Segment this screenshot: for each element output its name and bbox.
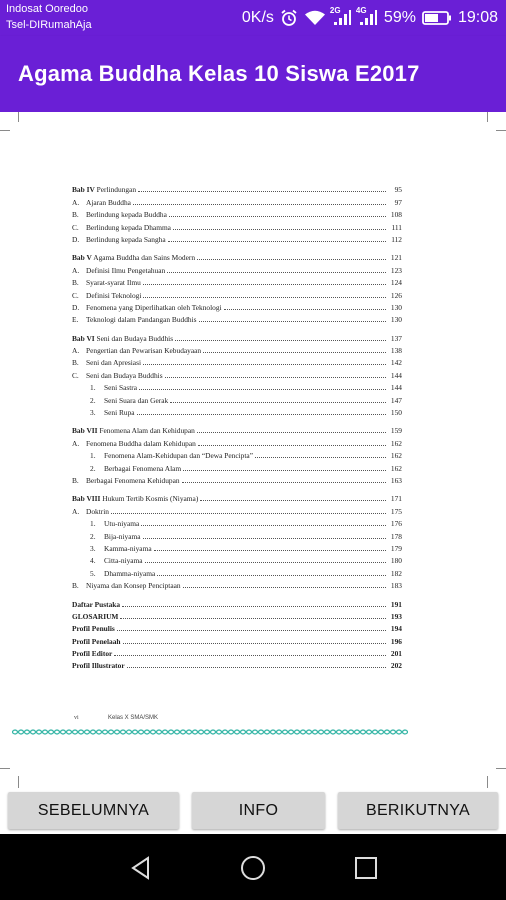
toc-entry-marker: 2. xyxy=(90,395,96,405)
crop-mark xyxy=(0,130,10,131)
toc-entry-text: Profil Penelaah xyxy=(72,636,121,646)
toc-leader-dots xyxy=(137,414,386,415)
carrier-name-1: Indosat Ooredoo xyxy=(6,3,88,15)
toc-page-number: 201 xyxy=(390,649,402,659)
toc-entry-text: Seni dan Budaya Buddhis xyxy=(86,370,163,380)
toc-entry xyxy=(72,300,402,312)
toc-page-number: 123 xyxy=(390,265,402,275)
back-icon[interactable] xyxy=(123,850,159,886)
toc-entry xyxy=(72,491,402,503)
carrier-name-2: Tsel-DIRumahAja xyxy=(6,19,92,31)
toc-entry-label xyxy=(72,334,173,343)
toc-page-number: 176 xyxy=(390,519,402,529)
toc-entry-marker: B. xyxy=(72,581,79,591)
toc-leader-dots xyxy=(167,272,386,273)
toc-entry-text: Seni dan Apresiasi xyxy=(86,358,142,368)
toc-leader-dots xyxy=(198,445,386,446)
crop-mark xyxy=(487,776,488,788)
toc-leader-dots xyxy=(182,482,386,483)
decorative-wave-border xyxy=(12,728,408,736)
toc-leader-dots xyxy=(117,630,386,631)
toc-page-number: 159 xyxy=(390,426,402,436)
signal-type-2: 4G xyxy=(355,6,367,15)
toc-leader-dots xyxy=(123,643,386,644)
toc-leader-dots xyxy=(141,525,386,526)
crop-mark xyxy=(18,776,19,788)
book-footer-label: Kelas X SMA/SMK xyxy=(108,715,159,721)
toc-entry xyxy=(72,380,402,392)
toc-entry-text: Utu-niyama xyxy=(104,519,140,529)
toc-entry-text: Seni Suara dan Gerak xyxy=(104,395,169,405)
toc-entry xyxy=(72,194,402,206)
toc-entry xyxy=(72,541,402,553)
toc-entry xyxy=(72,578,402,590)
table-of-contents xyxy=(72,182,402,670)
toc-leader-dots xyxy=(197,259,386,260)
toc-entry xyxy=(72,473,402,485)
toc-leader-dots xyxy=(138,191,386,192)
toc-page-number: 137 xyxy=(390,333,402,343)
toc-leader-dots xyxy=(224,309,386,310)
toc-leader-dots xyxy=(120,618,386,619)
toc-entry-text: Niyama dan Konsep Penciptaan xyxy=(86,581,181,591)
toc-entry-label xyxy=(90,532,141,541)
toc-entry-marker: D. xyxy=(72,234,80,244)
toc-page-number: 179 xyxy=(390,543,402,553)
toc-entry-marker: B. xyxy=(72,358,79,368)
toc-entry xyxy=(72,435,402,447)
toc-entry xyxy=(72,646,402,658)
toc-entry-text: Pengertian dan Pewarisan Kebudayaan xyxy=(86,346,202,356)
toc-entry-marker: D. xyxy=(72,302,80,312)
toc-leader-dots xyxy=(139,389,386,390)
toc-leader-dots xyxy=(145,562,386,563)
toc-entry-text: Fenomena yang Diperlihatkan oleh Teknologi xyxy=(86,302,222,312)
toc-entry-text: Seni Rupa xyxy=(104,408,135,418)
toc-page-number: 162 xyxy=(390,438,402,448)
toc-leader-dots xyxy=(111,513,386,514)
toc-entry-text: Bab VI Seni dan Budaya Buddhis xyxy=(72,333,174,343)
navigation-button-bar xyxy=(0,792,506,834)
toc-entry-marker: C. xyxy=(72,290,79,300)
toc-page-number: 180 xyxy=(390,556,402,566)
toc-entry-label xyxy=(72,637,121,646)
toc-entry-marker: 2. xyxy=(90,531,96,541)
toc-leader-dots xyxy=(203,352,386,353)
toc-leader-dots xyxy=(143,284,386,285)
toc-entry xyxy=(72,460,402,472)
signal-icon xyxy=(329,6,352,27)
toc-entry-label xyxy=(72,291,141,300)
signal-type-1: 2G xyxy=(329,6,341,15)
toc-entry-label xyxy=(72,223,171,232)
toc-entry xyxy=(72,219,402,231)
toc-entry-text: Bab VII Fenomena Alam dan Kehidupan xyxy=(72,426,195,436)
toc-entry xyxy=(72,287,402,299)
toc-page-number: 126 xyxy=(390,290,402,300)
toc-page-number: 95 xyxy=(394,185,402,195)
toc-entry xyxy=(72,621,402,633)
toc-entry-label xyxy=(72,476,180,485)
toc-leader-dots xyxy=(143,538,386,539)
toc-entry-label xyxy=(72,303,222,312)
toc-entry-label xyxy=(90,556,143,565)
toc-page-number: 130 xyxy=(390,315,402,325)
toc-entry-text: Definisi Ilmu Pengetahuan xyxy=(86,265,166,275)
toc-page-number: 171 xyxy=(390,494,402,504)
toc-entry-marker: B. xyxy=(72,210,79,220)
toc-entry xyxy=(72,448,402,460)
toc-entry xyxy=(72,262,402,274)
toc-entry-text: Berlindung kepada Sangha xyxy=(86,234,166,244)
toc-entry-marker: C. xyxy=(72,370,79,380)
toc-entry-marker: A. xyxy=(72,265,80,275)
status-indicators xyxy=(242,7,498,29)
toc-leader-dots xyxy=(199,321,386,322)
toc-entry-text: Profil Penulis xyxy=(72,624,115,634)
toc-entry-marker: A. xyxy=(72,506,80,516)
toc-page-number: 144 xyxy=(390,370,402,380)
toc-page-number: 191 xyxy=(390,599,402,609)
toc-entry-marker: A. xyxy=(72,438,80,448)
toc-entry-text: Teknologi dalam Pandangan Buddhis xyxy=(86,315,197,325)
crop-mark xyxy=(496,130,506,131)
toc-entry-text: Daftar Pustaka xyxy=(72,599,121,609)
toc-entry xyxy=(72,343,402,355)
pdf-page-viewer[interactable] xyxy=(0,112,506,792)
toc-leader-dots xyxy=(173,229,386,230)
toc-page-number: 196 xyxy=(390,636,402,646)
toc-entry-marker: 2. xyxy=(90,463,96,473)
toc-page-number: 178 xyxy=(390,531,402,541)
toc-entry-text: Berbagai Fenomena Alam xyxy=(104,463,182,473)
toc-entry-label xyxy=(72,278,141,287)
previous-button[interactable]: SEBELUMNYA xyxy=(8,792,179,829)
toc-entry-label xyxy=(72,600,120,609)
toc-page-number: 193 xyxy=(390,611,402,621)
toc-entry xyxy=(72,633,402,645)
info-button[interactable]: INFO xyxy=(192,792,325,829)
toc-leader-dots xyxy=(154,550,386,551)
toc-entry-text: Ajaran Buddha xyxy=(86,197,131,207)
toc-entry xyxy=(72,423,402,435)
toc-entry-label xyxy=(72,185,136,194)
toc-page-number: 142 xyxy=(390,358,402,368)
toc-entry xyxy=(72,182,402,194)
toc-entry xyxy=(72,275,402,287)
toc-leader-dots xyxy=(122,606,386,607)
toc-entry xyxy=(72,392,402,404)
toc-leader-dots xyxy=(143,364,386,365)
toc-page-number: 121 xyxy=(390,253,402,263)
toc-entry-label xyxy=(72,661,125,670)
toc-leader-dots xyxy=(133,204,386,205)
toc-entry-marker: 3. xyxy=(90,543,96,553)
toc-leader-dots xyxy=(127,667,386,668)
toc-entry-label xyxy=(72,346,201,355)
home-icon[interactable] xyxy=(235,850,271,886)
system-navigation-bar xyxy=(0,834,506,900)
toc-entry-label xyxy=(72,371,163,380)
toc-page-number: 147 xyxy=(390,395,402,405)
battery-icon xyxy=(422,10,452,26)
toc-entry-label xyxy=(90,383,137,392)
toc-leader-dots xyxy=(183,470,386,471)
toc-entry-text: GLOSARIUM xyxy=(72,611,119,621)
toc-leader-dots xyxy=(143,297,386,298)
wifi-icon xyxy=(304,9,326,27)
toc-entry-text: Berbagai Fenomena Kehidupan xyxy=(86,475,180,485)
toc-entry-text: Seni Sastra xyxy=(104,383,138,393)
toc-entry-text: Kamma-niyama xyxy=(104,543,152,553)
toc-entry-text: Profil Editor xyxy=(72,649,113,659)
next-button[interactable]: BERIKUTNYA xyxy=(338,792,498,829)
signal-icon xyxy=(355,6,378,27)
toc-page-number: 124 xyxy=(390,278,402,288)
toc-entry-text: Fenomena Buddha dalam Kehidupan xyxy=(86,438,196,448)
toc-entry-text: Berlindung kepada Buddha xyxy=(86,210,167,220)
toc-leader-dots xyxy=(157,575,386,576)
toc-entry-text: Bab IV Perlindungan xyxy=(72,185,137,195)
toc-entry xyxy=(72,565,402,577)
toc-entry xyxy=(72,528,402,540)
toc-entry-label xyxy=(72,624,115,633)
toc-entry-label xyxy=(72,507,109,516)
toc-entry-text: Dhamma-niyama xyxy=(104,568,156,578)
toc-entry-label xyxy=(72,439,196,448)
toc-entry-label xyxy=(90,464,181,473)
toc-entry xyxy=(72,355,402,367)
toc-entry-marker: A. xyxy=(72,197,80,207)
toc-entry-text: Citta-niyama xyxy=(104,556,143,566)
toc-leader-dots xyxy=(169,216,386,217)
toc-entry-text: Fenomena Alam-Kehidupan dan “Dewa Pencipta” xyxy=(104,451,253,461)
network-speed: 0K/s xyxy=(241,9,274,26)
toc-entry-text: Bab VIII Hukum Tertib Kosmis (Niyama) xyxy=(72,494,199,504)
toc-entry-marker: B. xyxy=(72,475,79,485)
toc-leader-dots xyxy=(200,500,386,501)
toc-entry-marker: A. xyxy=(72,346,80,356)
toc-page-number: 202 xyxy=(390,661,402,671)
toc-entry-text: Syarat-syarat Ilmu xyxy=(86,278,141,288)
crop-mark xyxy=(487,112,488,122)
toc-leader-dots xyxy=(183,587,386,588)
toc-page-number: 163 xyxy=(390,475,402,485)
toc-entry-marker: E. xyxy=(72,315,79,325)
toc-entry-marker: 3. xyxy=(90,408,96,418)
toc-entry-text: Doktrin xyxy=(86,506,109,516)
toc-entry-label xyxy=(72,210,167,219)
alarm-icon xyxy=(280,9,298,27)
toc-entry xyxy=(72,232,402,244)
toc-leader-dots xyxy=(175,340,386,341)
toc-page-number: 183 xyxy=(390,581,402,591)
toc-entry-label xyxy=(90,408,135,417)
toc-entry xyxy=(72,312,402,324)
toc-entry-text: Bija-niyama xyxy=(104,531,141,541)
toc-entry-text: Berlindung kepada Dhamma xyxy=(86,222,171,232)
toc-entry xyxy=(72,405,402,417)
toc-page-number: 162 xyxy=(390,463,402,473)
page-number: vi xyxy=(74,715,79,721)
toc-entry xyxy=(72,596,402,608)
toc-page-number: 175 xyxy=(390,506,402,516)
toc-page-number: 162 xyxy=(390,451,402,461)
toc-entry xyxy=(72,250,402,262)
toc-leader-dots xyxy=(170,402,386,403)
clock: 19:08 xyxy=(457,9,498,26)
app-bar xyxy=(0,36,506,112)
toc-leader-dots xyxy=(197,432,386,433)
toc-entry-marker: 4. xyxy=(90,556,96,566)
battery-percent: 59% xyxy=(383,9,416,26)
app-title: Agama Buddha Kelas 10 Siswa E2017 xyxy=(18,61,420,86)
toc-entry-label xyxy=(90,569,155,578)
recents-icon[interactable] xyxy=(348,850,384,886)
toc-entry-marker: 1. xyxy=(90,451,96,461)
toc-entry-label xyxy=(72,198,131,207)
toc-entry-label xyxy=(72,426,195,435)
toc-page-number: 97 xyxy=(394,197,402,207)
toc-entry-text: Bab V Agama Buddha dan Sains Modern xyxy=(72,253,196,263)
toc-entry xyxy=(72,658,402,670)
status-bar xyxy=(0,0,506,36)
toc-page-number: 111 xyxy=(391,222,402,232)
toc-entry-label xyxy=(72,358,141,367)
crop-mark xyxy=(496,768,506,769)
toc-entry-label xyxy=(72,235,166,244)
toc-entry-label xyxy=(72,253,195,262)
toc-page-number: 182 xyxy=(390,568,402,578)
toc-page-number: 112 xyxy=(391,234,402,244)
toc-page-number: 138 xyxy=(390,346,402,356)
toc-leader-dots xyxy=(165,377,386,378)
toc-entry-label xyxy=(90,451,253,460)
toc-entry xyxy=(72,330,402,342)
toc-entry-label xyxy=(72,315,197,324)
toc-page-number: 108 xyxy=(390,210,402,220)
toc-entry xyxy=(72,516,402,528)
toc-page-number: 144 xyxy=(390,383,402,393)
toc-entry-label xyxy=(90,519,139,528)
toc-entry-marker: 1. xyxy=(90,519,96,529)
toc-leader-dots xyxy=(168,241,386,242)
toc-entry xyxy=(72,553,402,565)
toc-entry-marker: C. xyxy=(72,222,79,232)
toc-entry-label xyxy=(72,612,118,621)
crop-mark xyxy=(0,768,10,769)
toc-entry-label xyxy=(72,266,165,275)
toc-page-number: 194 xyxy=(390,624,402,634)
toc-entry-label xyxy=(90,544,152,553)
toc-entry-label xyxy=(72,581,181,590)
toc-entry-text: Profil Illustrator xyxy=(72,661,125,671)
toc-entry-marker: B. xyxy=(72,278,79,288)
toc-entry-text: Definisi Teknologi xyxy=(86,290,142,300)
toc-entry xyxy=(72,609,402,621)
toc-entry-label xyxy=(72,649,112,658)
toc-leader-dots xyxy=(114,655,386,656)
crop-mark xyxy=(18,112,19,122)
toc-entry xyxy=(72,367,402,379)
toc-page-number: 150 xyxy=(390,408,402,418)
toc-entry xyxy=(72,207,402,219)
toc-entry xyxy=(72,503,402,515)
toc-entry-marker: 1. xyxy=(90,383,96,393)
toc-leader-dots xyxy=(255,457,386,458)
toc-page-number: 130 xyxy=(390,302,402,312)
toc-entry-label xyxy=(90,396,168,405)
toc-entry-marker: 5. xyxy=(90,568,96,578)
toc-entry-label xyxy=(72,494,198,503)
